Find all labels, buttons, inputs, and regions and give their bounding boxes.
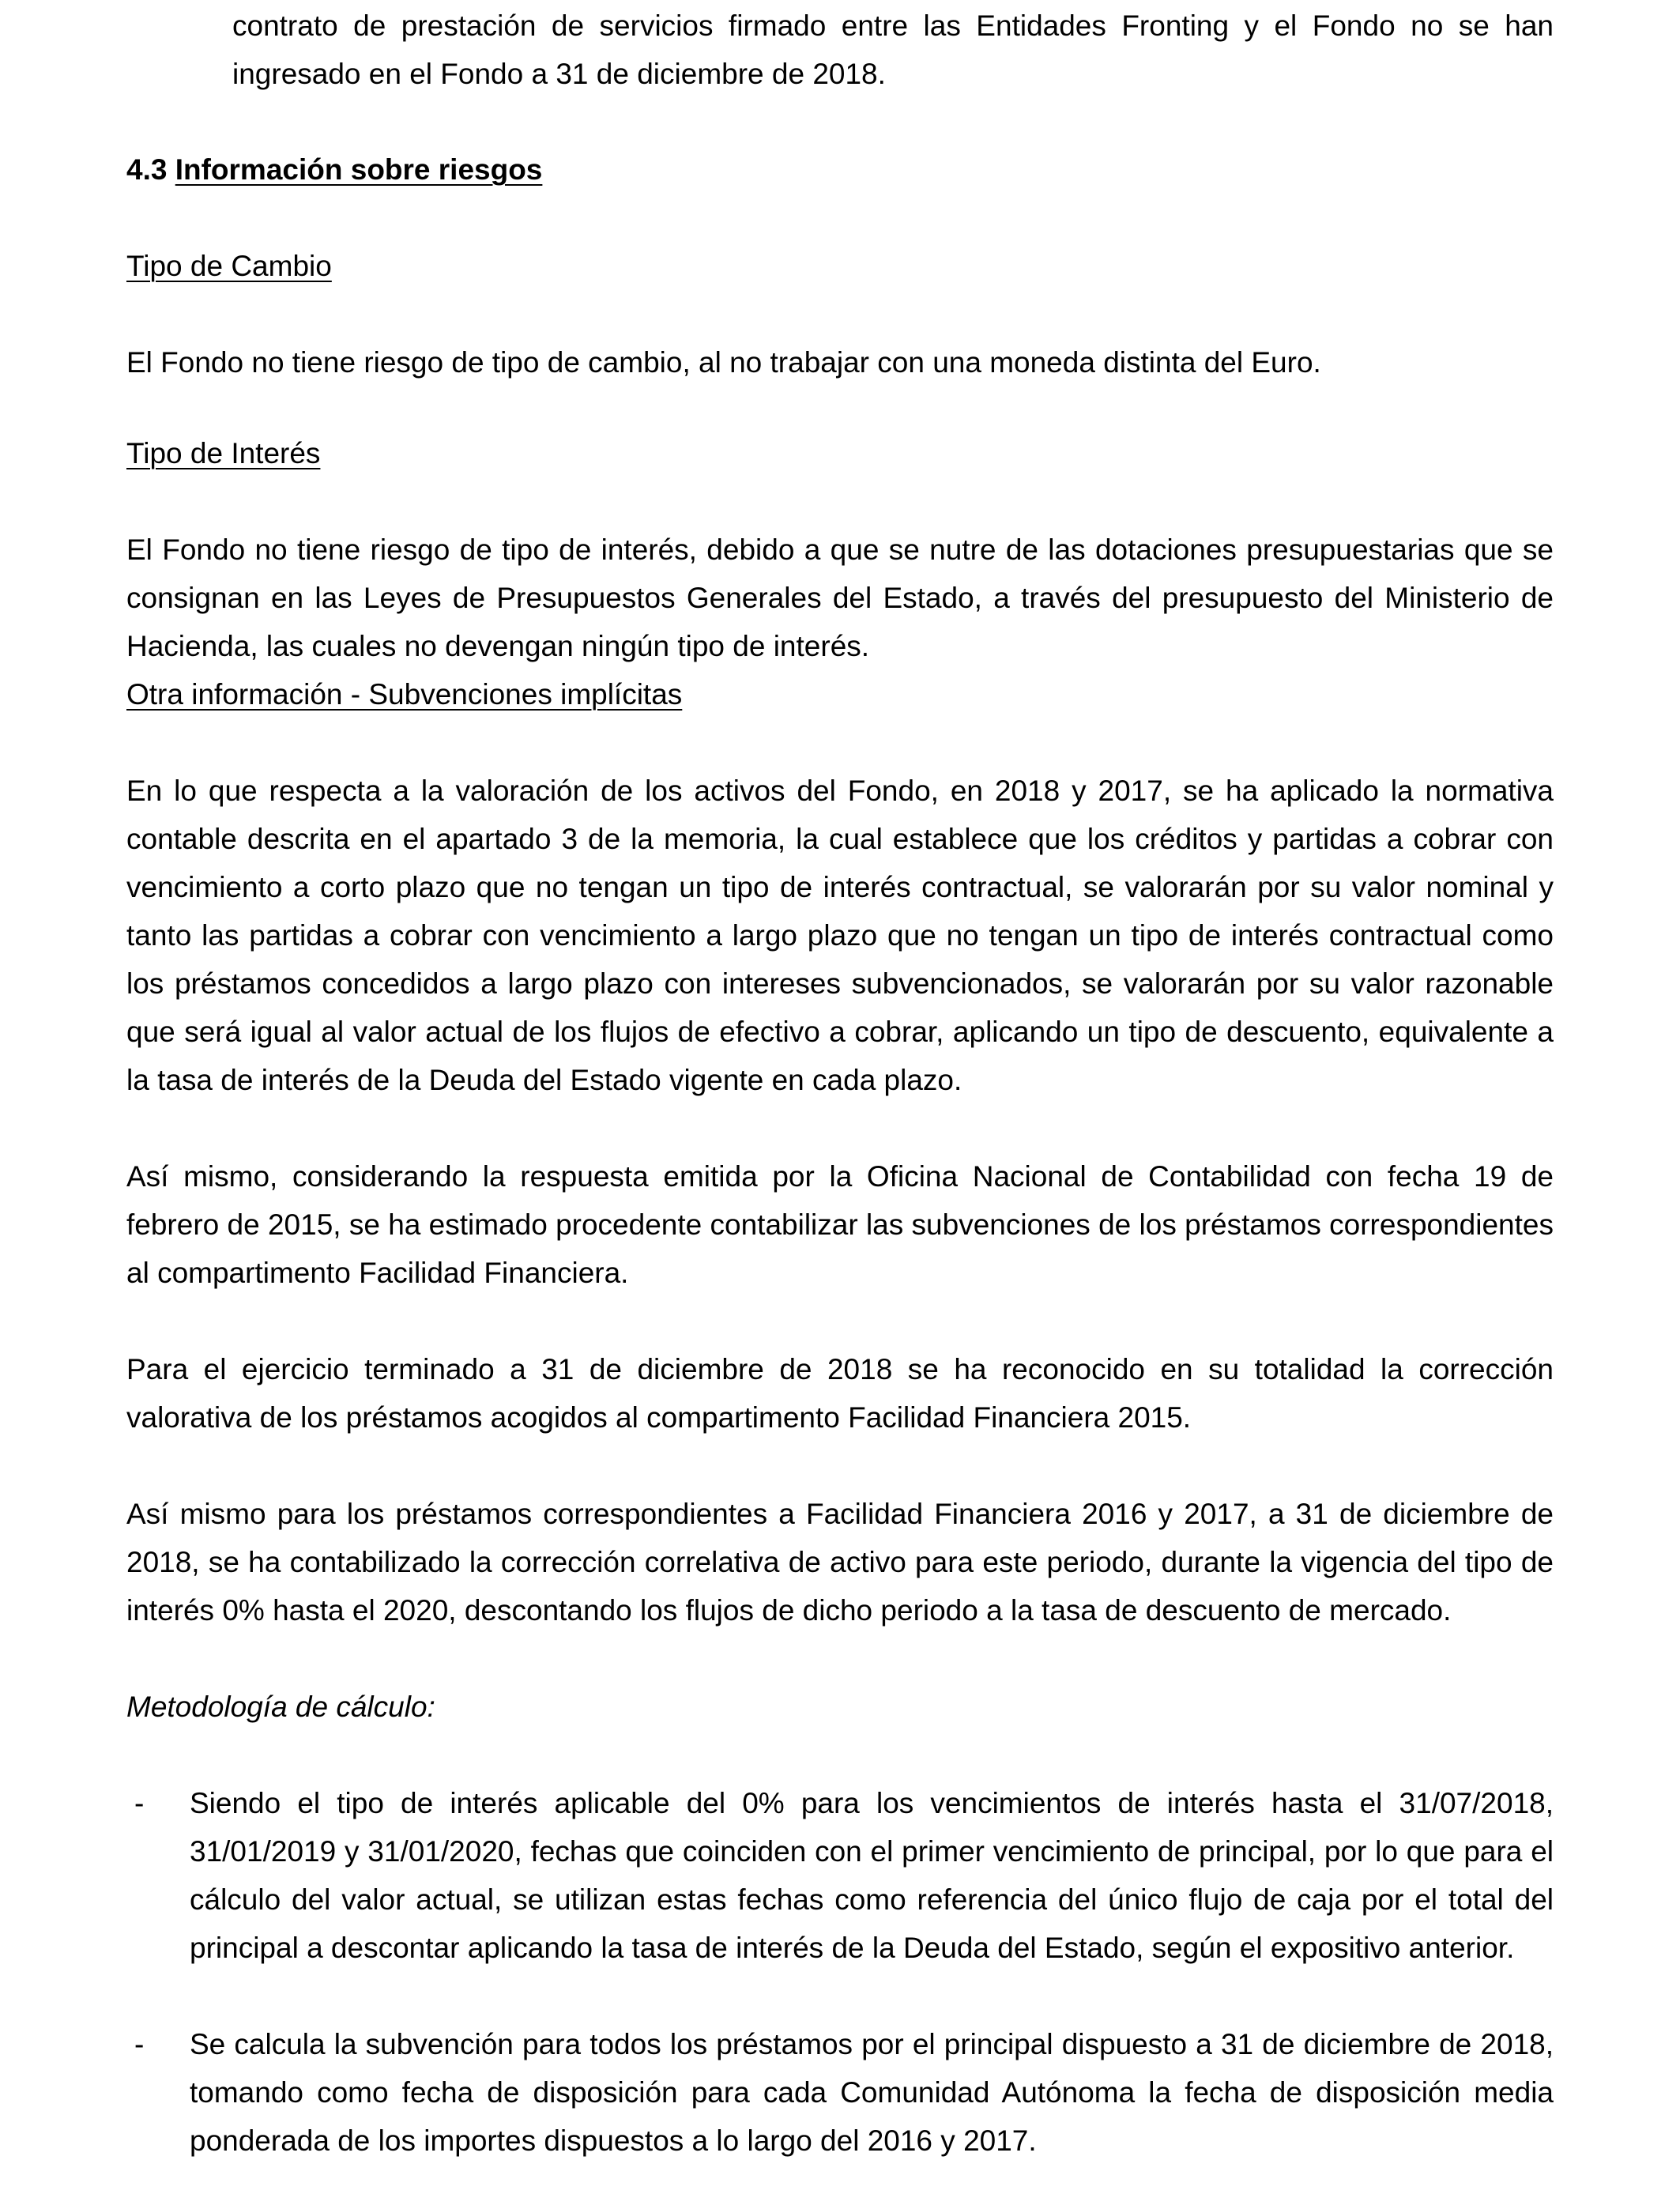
section-number: 4.3 <box>126 153 168 186</box>
list-item-text: Se calcula la subvención para todos los préstamos por el principal dispuesto a 31 de diciembre de 2018, tomando como fecha de disposición para cada Comunidad Autónoma la fecha de disposición media ponderada de los importes dispuestos a lo largo del 2016 y 2017. <box>190 2028 1554 2157</box>
list-item <box>126 2020 1554 2165</box>
paragraph-valoracion-activos: En lo que respecta a la valoración de los activos del Fondo, en 2018 y 2017, se ha aplicado la normativa contable descrita en el apartado 3 de la memoria, la cual establece que los créditos y partidas a cobrar con vencimiento a corto plazo que no tengan un tipo de interés contractual, se valorarán por su valor nominal y tanto las partidas a cobrar con vencimiento a largo plazo que no tengan un tipo de interés contractual como los préstamos concedidos a largo plazo con intereses subvencionados, se valorarán por su valor razonable que será igual al valor actual de los flujos de efectivo a cobrar, aplicando un tipo de descuento, equivalente a la tasa de interés de la Deuda del Estado vigente en cada plazo. <box>126 775 1554 1096</box>
paragraph-tipo-interes: El Fondo no tiene riesgo de tipo de interés, debido a que se nutre de las dotaciones presupuestarias que se consignan en las Leyes de Presupuestos Generales del Estado, a través del presupuesto del Ministerio de Hacienda, las cuales no devengan ningún tipo de interés. <box>126 533 1554 662</box>
list-item <box>126 1779 1554 1972</box>
section-heading <box>126 145 1554 194</box>
paragraph-tipo-cambio: El Fondo no tiene riesgo de tipo de cambio, al no trabajar con una moneda distinta del Euro. <box>126 346 1321 379</box>
paragraph-ejercicio-2018: Para el ejercicio terminado a 31 de diciembre de 2018 se ha reconocido en su totalidad la corrección valorativa de los préstamos acogidos al compartimento Facilidad Financiera 2015. <box>126 1353 1554 1434</box>
subheading-tipo-cambio: Tipo de Cambio <box>126 250 332 282</box>
list-bullet: - <box>134 2028 145 2060</box>
paragraph-facilidad-2016-2017: Así mismo para los préstamos correspondientes a Facilidad Financiera 2016 y 2017, a 31 de diciembre de 2018, se ha contabilizado la corrección correlativa de activo para este periodo, durante la vigencia del tipo de interés 0% hasta el 2020, descontando los flujos de dicho periodo a la tasa de descuento de mercado. <box>126 1498 1554 1627</box>
section-title: Información sobre riesgos <box>175 153 543 186</box>
subheading-otra-informacion: Otra información - Subvenciones implícitas <box>126 678 683 711</box>
paragraph-respuesta-onc: Así mismo, considerando la respuesta emitida por la Oficina Nacional de Contabilidad con fecha 19 de febrero de 2015, se ha estimado procedente contabilizar las subvenciones de los préstamos correspondientes al compartimento Facilidad Financiera. <box>126 1160 1554 1289</box>
continuation-paragraph: contrato de prestación de servicios firmado entre las Entidades Fronting y el Fondo no se han ingresado en el Fondo a 31 de diciembre de 2018. <box>232 9 1554 90</box>
subheading-metodologia: Metodología de cálculo: <box>126 1691 435 1723</box>
document-page <box>126 0 1554 2165</box>
list-bullet: - <box>134 1787 145 1819</box>
list-item-text: Siendo el tipo de interés aplicable del 0% para los vencimientos de interés hasta el 31/07/2018, 31/01/2019 y 31/01/2020, fechas que coinciden con el primer vencimiento de principal, por lo que para el cálculo del valor actual, se utilizan estas fechas como referencia del único flujo de caja por el total del principal a descontar aplicando la tasa de interés de la Deuda del Estado, según el expositivo anterior. <box>190 1787 1554 1964</box>
subheading-tipo-interes: Tipo de Interés <box>126 437 321 469</box>
